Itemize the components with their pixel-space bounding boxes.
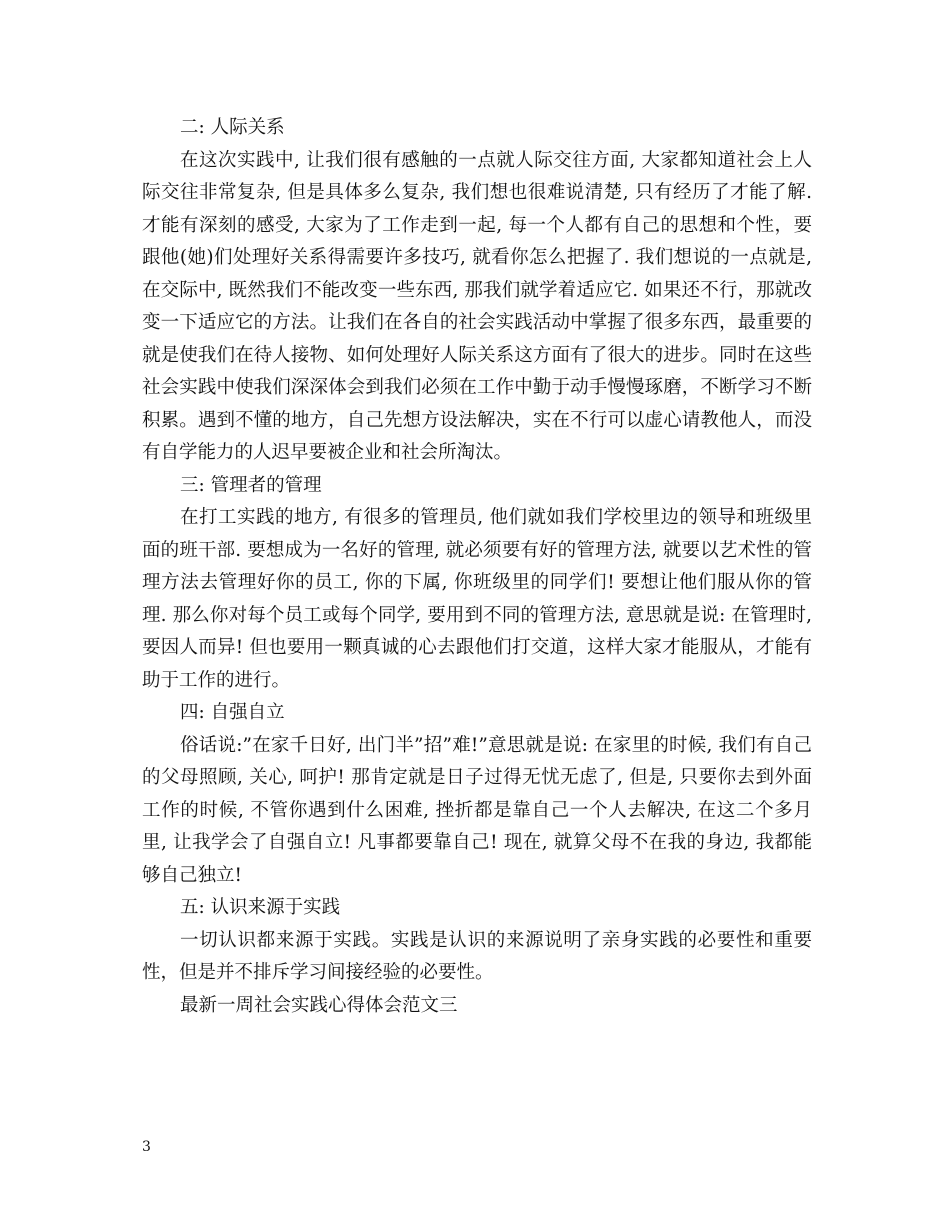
page-number: 3 (142, 1139, 151, 1155)
section-heading-practice: 五: 认识来源于实践 (180, 897, 341, 918)
section-body-interpersonal: 在这次实践中, 让我们很有感触的一点就人际交往方面, 大家都知道社会上人际交往非常复杂, 但是具体多么复杂, 我们想也很难说清楚, 只有经历了才能了解. 才能有深刻的感受, 大家为了工作走到一起, 每一个人都有自己的思想和个性，要跟他(她)们处理好关系得需要许多技巧, 就看你怎么把握了. 我们想说的一点就是, 在交际中, 既然我们不能改变一些东西, 那我们就学着适应它. 如果还不行，那就改变一下适应它的方法。让我们在各自的社会实践活动中掌握了很多东西，最重要的就是使我们在待人接物、如何处理好人际关系这方面有了很大的进步。同时在这些社会实践中使我们深深体会到我们必须在工作中勤于动手慢慢琢磨，不断学习不断积累。遇到不懂的地方，自己先想方设法解决，实在不行可以虚心请教他人，而没有自学能力的人迟早要被企业和社会所淘汰。 (142, 149, 812, 463)
section-heading-interpersonal: 二: 人际关系 (180, 117, 285, 138)
section-body-management: 在打工实践的地方, 有很多的管理员, 他们就如我们学校里边的领导和班级里面的班干部. 要想成为一名好的管理, 就必须要有好的管理方法, 就要以艺术性的管理方法去管理好你的员工, 你的下属, 你班级里的同学们! 要想让他们服从你的管理. 那么你对每个员工或每个同学, 要用到不同的管理方法, 意思就是说: 在管理时, 要因人而异! 但也要用一颗真诚的心去跟他们打交道，这样大家才能服从，才能有助于工作的进行。 (142, 507, 812, 691)
section-heading-management: 三: 管理者的管理 (180, 474, 322, 496)
section-body-self-reliance: 俗话说:”在家千日好, 出门半”招”难!”意思就是说: 在家里的时候, 我们有自己的父母照顾, 关心, 呵护! 那肯定就是日子过得无忧无虑了, 但是, 只要你去到外面工作的时候, 不管你遇到什么困难, 挫折都是靠自己一个人去解决, 在这二个多月里, 让我学会了自强自立! 凡事都要靠自己! 现在, 就算父母不在我的身边, 我都能够自己独立! (142, 734, 812, 886)
section-body-practice: 一切认识都来源于实践。实践是认识的来源说明了亲身实践的必要性和重要性，但是并不排斥学习间接经验的必要性。 (142, 929, 812, 983)
section-heading-self-reliance: 四: 自强自立 (180, 702, 285, 723)
document-page (142, 112, 812, 1022)
closing-title: 最新一周社会实践心得体会范文三 (180, 994, 458, 1016)
